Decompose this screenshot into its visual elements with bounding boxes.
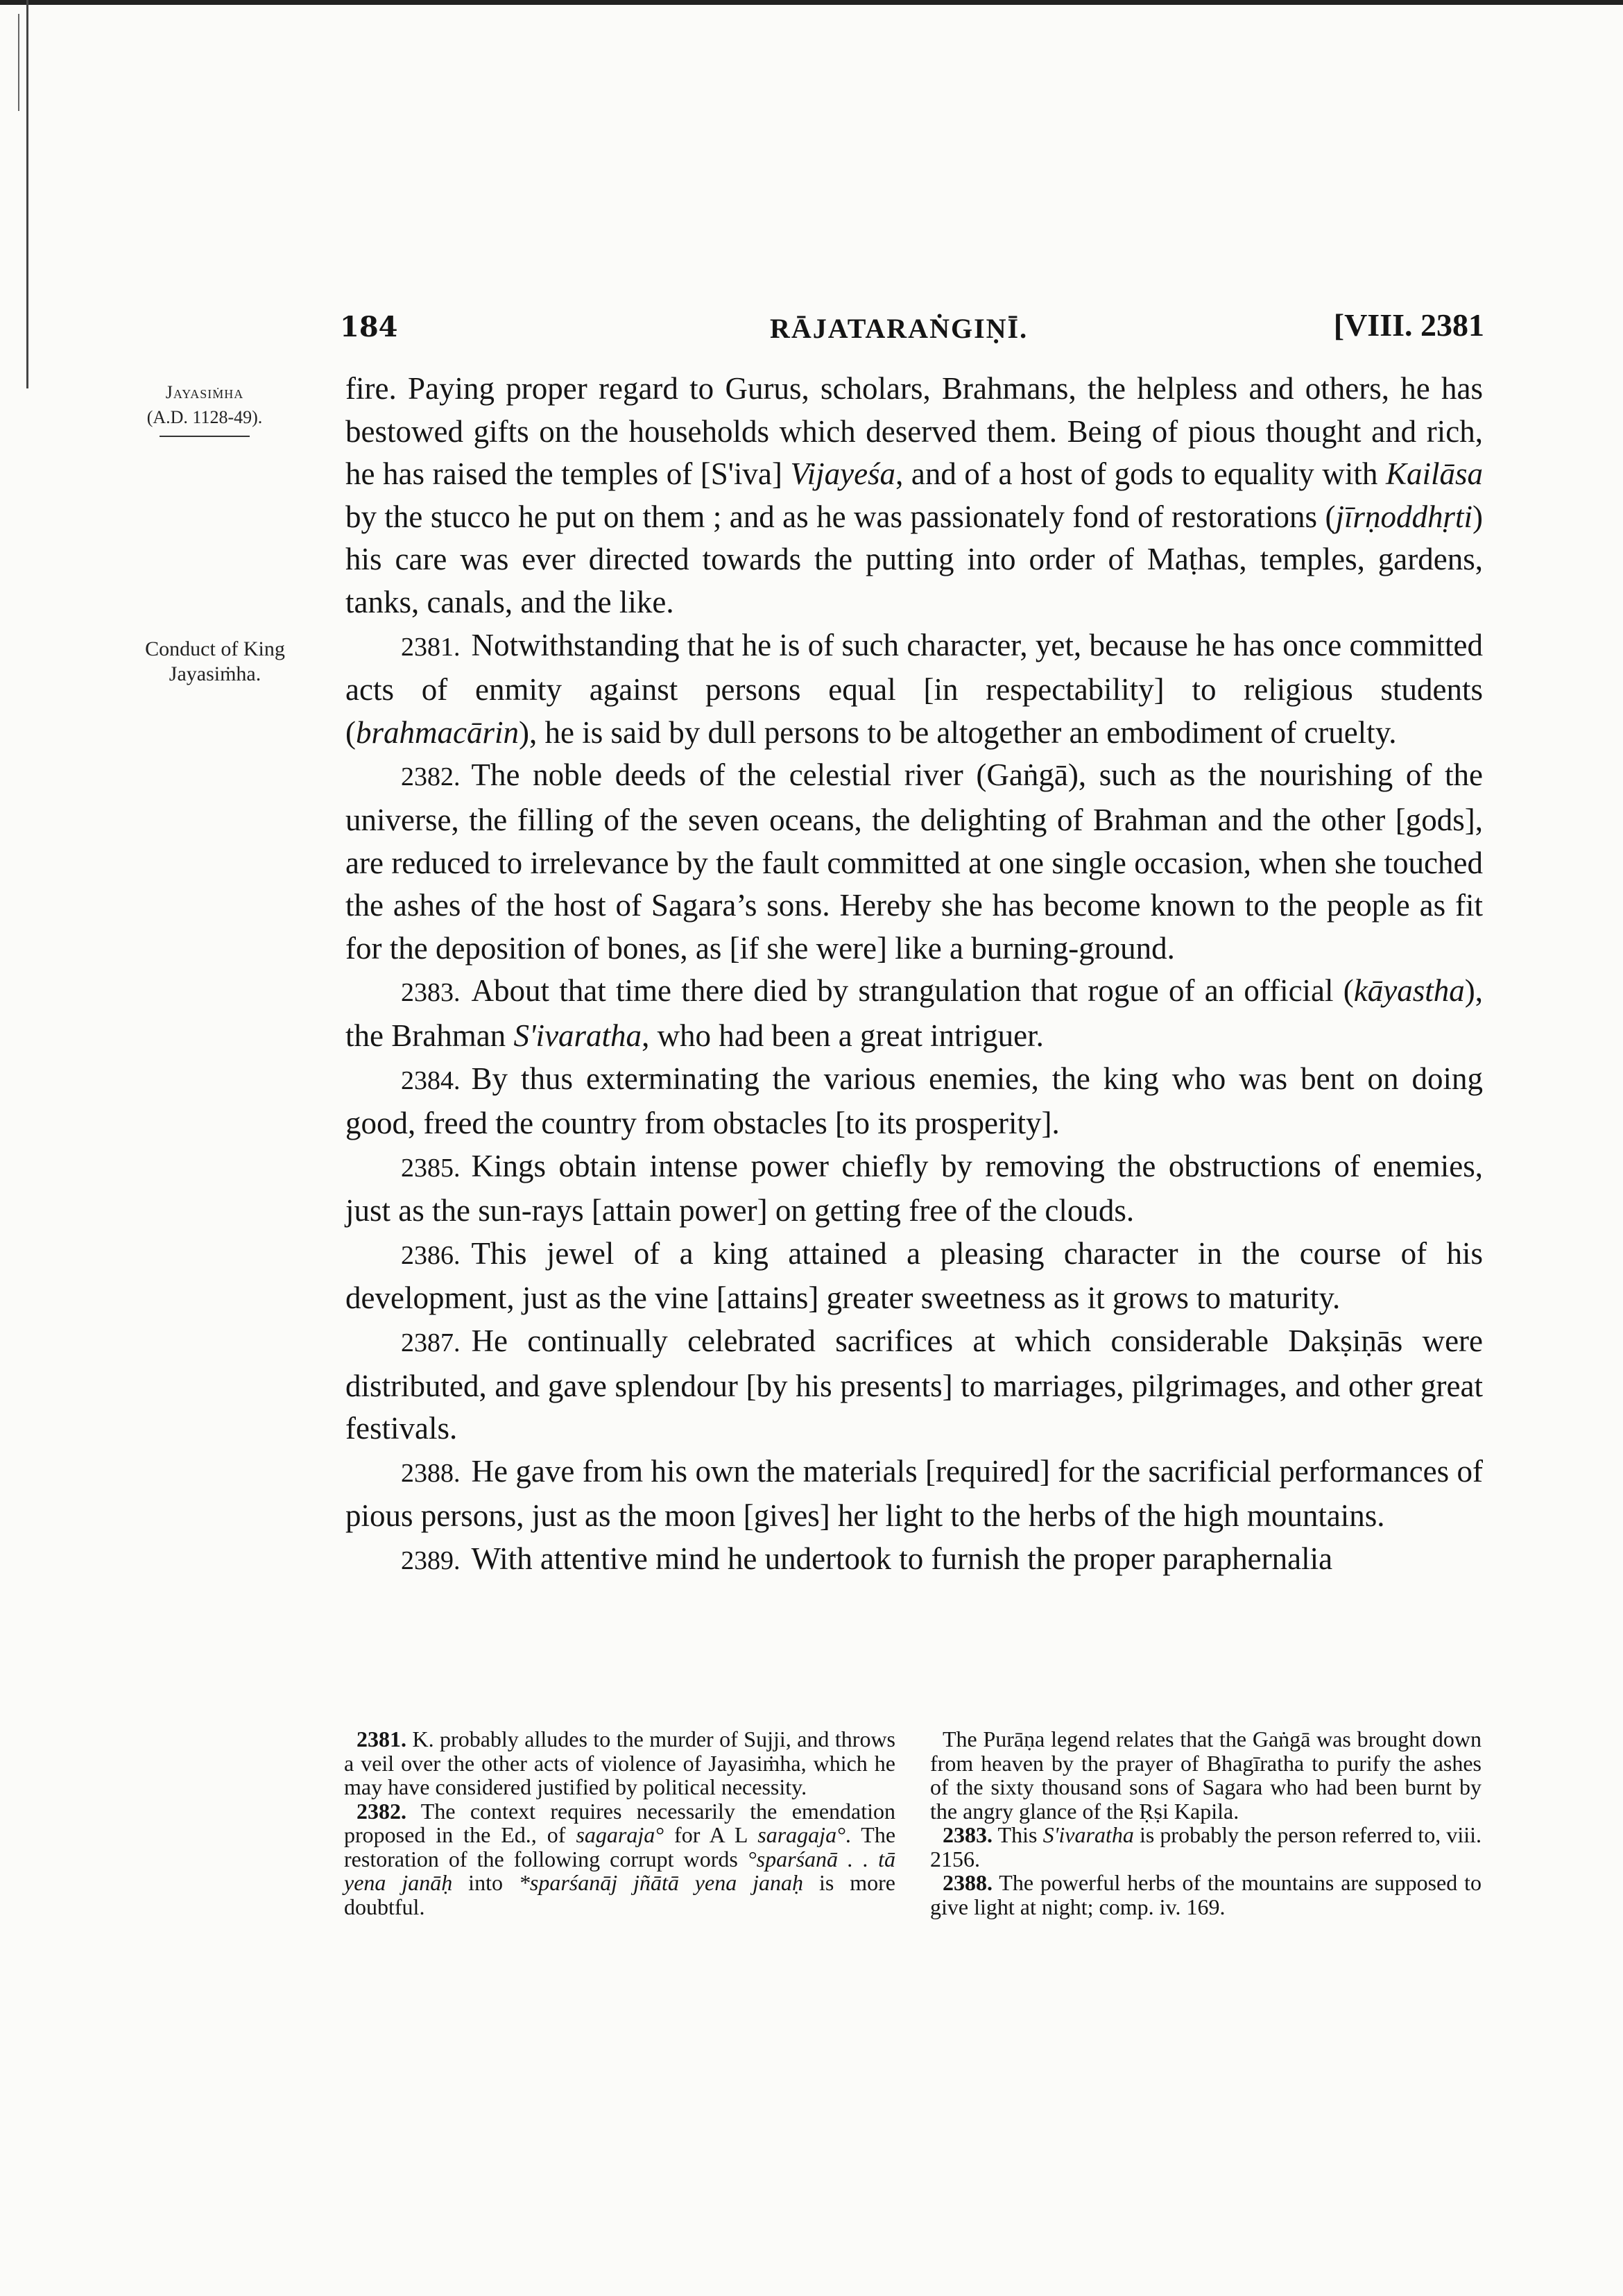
verse-number: 2389. (401, 1546, 461, 1576)
verse-2388: 2388. He gave from his own the materials [required] for the sacrificial performances of pious persons, just as the moon [gives] her light to the herbs of the high mountains. (345, 1453, 1483, 1534)
verse-number: 2384. (401, 1065, 461, 1095)
margin-note-rule (160, 436, 250, 437)
margin-note-king-name: Jayasiṁha (165, 382, 244, 402)
footnote-2382-continued: The Purāṇa legend relates that the Gaṅgā was brought down from heaven by the prayer of Bhagīratha to purify the ashes of the sixty thousand sons of Sagara who had been burnt by the angry glance of the Ṛṣi Kapila. (930, 1727, 1482, 1824)
page-number: 184 (340, 311, 398, 343)
margin-note-dates: (A.D. 1128-49). (146, 407, 263, 427)
verse-number: 2383. (401, 978, 461, 1008)
verse-2382: 2382. The noble deeds of the celestial river (Gaṅgā), such as the nourishing of the universe, the filling of the seven oceans, the delighting of Brahman and the other [gods], are reduced to irrelevance by the fault committed at one single occasion, when she touched the ashes of the host of Sagara’s sons. Hereby she has become known to the people as fit for the deposition of bones, as [if she were] like a burning-ground. (345, 757, 1483, 966)
margin-note-conduct-line2: Jayasiṁha. (169, 662, 261, 685)
paragraph-intro: fire. Paying proper regard to Gurus, scholars, Brahmans, the helpless and others, he has bestowed gifts on the households which deserved them. Being of pious thought and rich, he has raised the temples of [S'iva] Vijayeśa, and of a host of gods to equality with Kailāsa by the stucco he put on them ; and as he was passionately fond of restorations (jīrṇoddhṛti) his care was ever directed towards the putting into order of Maṭhas, temples, gardens, tanks, canals, and the like. (345, 371, 1483, 619)
left-border-line (26, 0, 28, 388)
verse-number: 2381. (401, 632, 461, 662)
verse-2385: 2385. Kings obtain intense power chiefly by removing the obstructions of enemies, just as the sun-rays [attain power] on getting free of the clouds. (345, 1148, 1483, 1228)
verse-number: 2386. (401, 1240, 461, 1270)
verse-number: 2387. (401, 1328, 461, 1358)
verse-2387: 2387. He continually celebrated sacrifices at which considerable Dakṣiṇās were distributed, and gave splendour [by his presents] to marriages, pilgrimages, and other great festivals. (345, 1323, 1483, 1446)
verse-2389: 2389. With attentive mind he undertook to furnish the proper paraphernalia (401, 1541, 1333, 1577)
footnotes-left-column (344, 1727, 895, 1919)
margin-note-conduct (111, 637, 319, 687)
top-border-line (0, 0, 1623, 5)
margin-note-conduct-line1: Conduct of King (145, 637, 285, 660)
left-border-line-secondary (18, 14, 19, 111)
running-title: RĀJATARAṄGIṆĪ. (770, 313, 1029, 344)
verse-2384: 2384. By thus exterminating the various enemies, the king who was bent on doing good, freed the country from obstacles [to its prosperity]. (345, 1061, 1483, 1141)
verse-2386: 2386. This jewel of a king attained a pleasing character in the course of his development, just as the vine [attains] greater sweetness as it grows to maturity. (345, 1235, 1483, 1316)
verse-2381: 2381. Notwithstanding that he is of such character, yet, because he has once committed acts of enmity against persons equal [in respectability] to religious students (brahmacārin), he is said by dull persons to be altogether an embodiment of cruelty. (345, 627, 1483, 750)
verse-number: 2382. (401, 762, 461, 792)
section-reference: [VIII. 2381 (1333, 307, 1484, 343)
footnotes-right-column (930, 1727, 1482, 1919)
footnote-2388: 2388. The powerful herbs of the mountains are supposed to give light at night; comp. iv. 169. (930, 1870, 1482, 1919)
verse-number: 2385. (401, 1153, 461, 1183)
footnote-2383: 2383. This S'ivaratha is probably the person referred to, viii. 2156. (930, 1822, 1482, 1871)
footnote-2382: 2382. The context requires necessarily the emendation proposed in the Ed., of sagaraja° for A L saragaja°. The restoration of the following corrupt words °sparśanā . . tā yena janāḥ into *sparśanāj jñātā yena janaḥ is more doubtful. (344, 1798, 896, 1919)
verse-2383: 2383. About that time there died by strangulation that rogue of an official (kāyastha), the Brahman S'ivaratha, who had been a great intriguer. (345, 973, 1483, 1053)
margin-note-jayasimha (104, 380, 305, 437)
footnote-2381: 2381. K. probably alludes to the murder of Sujji, and throws a veil over the other acts of violence of Jayasiṁha, which he may have considered justified by political necessity. (344, 1727, 896, 1799)
running-head (340, 305, 1484, 354)
main-text (345, 368, 1483, 1583)
verse-number: 2388. (401, 1458, 461, 1488)
